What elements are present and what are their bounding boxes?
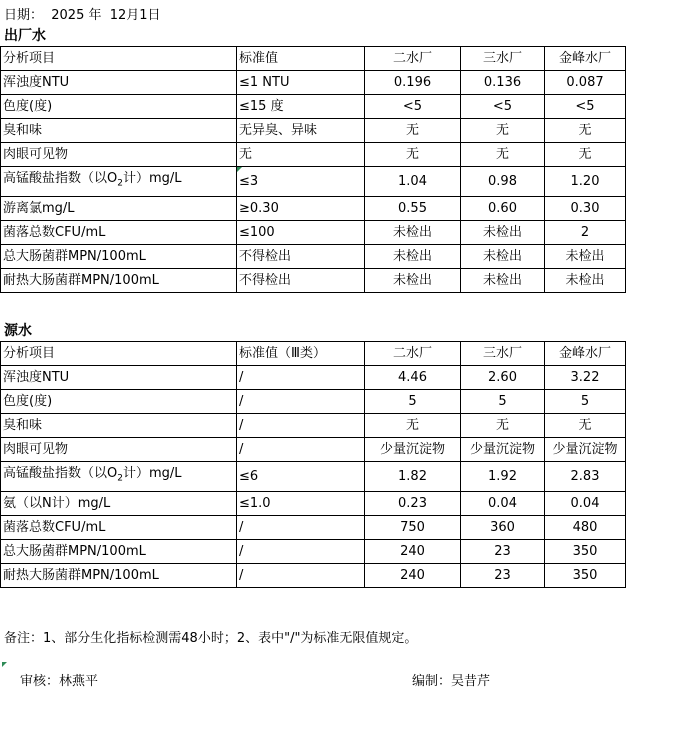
plant-value-cell: 240 bbox=[365, 563, 461, 587]
plant-value-cell: 360 bbox=[461, 515, 545, 539]
standard-value-cell: 不得检出 bbox=[237, 244, 365, 268]
source-water-title: 源水 bbox=[4, 323, 32, 339]
plant-value-cell: 750 bbox=[365, 515, 461, 539]
table-row bbox=[1, 71, 626, 95]
plant-value-cell: 少量沉淀物 bbox=[461, 438, 545, 462]
analysis-item-cell bbox=[1, 167, 237, 197]
table-row bbox=[1, 515, 626, 539]
analysis-item-cell: 游离氯mg/L bbox=[1, 196, 237, 220]
editor-signature: 编制：吴昔芹 bbox=[412, 674, 491, 689]
plant-value-cell: 4.46 bbox=[365, 366, 461, 390]
column-header: 三水厂 bbox=[461, 47, 545, 71]
plant-value-cell: <5 bbox=[365, 95, 461, 119]
plant-value-cell: 23 bbox=[461, 563, 545, 587]
analysis-item-cell: 耐热大肠菌群MPN/100mL bbox=[1, 268, 237, 292]
plant-value-cell: 无 bbox=[461, 143, 545, 167]
standard-value-cell: / bbox=[237, 390, 365, 414]
plant-value-cell: 0.30 bbox=[545, 196, 626, 220]
plant-value-cell: 未检出 bbox=[545, 268, 626, 292]
plant-value-cell: 0.136 bbox=[461, 71, 545, 95]
plant-value-cell: 5 bbox=[545, 390, 626, 414]
column-header: 分析项目 bbox=[1, 47, 237, 71]
table-row bbox=[1, 438, 626, 462]
plant-value-cell: 未检出 bbox=[461, 244, 545, 268]
analysis-item-cell: 浑浊度NTU bbox=[1, 71, 237, 95]
reviewer-signature: 审核：林燕平 bbox=[20, 674, 99, 689]
plant-value-cell: 无 bbox=[545, 414, 626, 438]
plant-value-cell: 未检出 bbox=[461, 220, 545, 244]
standard-value-cell: / bbox=[237, 563, 365, 587]
plant-value-cell: 1.20 bbox=[545, 167, 626, 197]
plant-value-cell: 2.83 bbox=[545, 462, 626, 492]
standard-value-cell: / bbox=[237, 515, 365, 539]
table-row bbox=[1, 462, 626, 492]
analysis-item-cell: 肉眼可见物 bbox=[1, 143, 237, 167]
cell-comment-marker bbox=[2, 662, 7, 667]
plant-value-cell: 无 bbox=[545, 143, 626, 167]
outlet-water-title: 出厂水 bbox=[4, 28, 46, 44]
plant-value-cell: 2.60 bbox=[461, 366, 545, 390]
table-row bbox=[1, 414, 626, 438]
table-row bbox=[1, 119, 626, 143]
outlet-water-table bbox=[0, 46, 626, 293]
plant-value-cell: 未检出 bbox=[461, 268, 545, 292]
plant-value-cell: 5 bbox=[365, 390, 461, 414]
analysis-item-cell: 菌落总数CFU/mL bbox=[1, 220, 237, 244]
plant-value-cell: 480 bbox=[545, 515, 626, 539]
plant-value-cell: 0.55 bbox=[365, 196, 461, 220]
standard-value-cell: / bbox=[237, 366, 365, 390]
standard-value-cell: / bbox=[237, 539, 365, 563]
plant-value-cell: 1.92 bbox=[461, 462, 545, 492]
analysis-item-cell: 色度(度) bbox=[1, 95, 237, 119]
item-subscript: 2 bbox=[117, 178, 123, 189]
table-row bbox=[1, 95, 626, 119]
analysis-item-cell: 臭和味 bbox=[1, 119, 237, 143]
plant-value-cell: 350 bbox=[545, 539, 626, 563]
plant-value-cell: 未检出 bbox=[365, 220, 461, 244]
plant-value-cell: 1.04 bbox=[365, 167, 461, 197]
plant-value-cell: 0.04 bbox=[461, 491, 545, 515]
plant-value-cell: 23 bbox=[461, 539, 545, 563]
plant-value-cell: <5 bbox=[461, 95, 545, 119]
table-header-row bbox=[1, 342, 626, 366]
standard-value-cell: ≤3 bbox=[237, 167, 365, 197]
plant-value-cell: 0.23 bbox=[365, 491, 461, 515]
analysis-item-cell: 浑浊度NTU bbox=[1, 366, 237, 390]
item-text-post: 计）mg/L bbox=[122, 171, 182, 186]
standard-value-cell: / bbox=[237, 414, 365, 438]
item-text-pre: 高锰酸盐指数（以O bbox=[3, 466, 118, 481]
plant-value-cell: 未检出 bbox=[365, 268, 461, 292]
analysis-item-cell: 总大肠菌群MPN/100mL bbox=[1, 244, 237, 268]
table-row bbox=[1, 244, 626, 268]
item-text-post: 计）mg/L bbox=[122, 466, 182, 481]
analysis-item-cell: 耐热大肠菌群MPN/100mL bbox=[1, 563, 237, 587]
cell-comment-marker bbox=[237, 167, 242, 172]
table-row bbox=[1, 196, 626, 220]
table-row bbox=[1, 563, 626, 587]
standard-value-cell: ≤15 度 bbox=[237, 95, 365, 119]
analysis-item-cell: 臭和味 bbox=[1, 414, 237, 438]
plant-value-cell: 无 bbox=[461, 414, 545, 438]
column-header: 二水厂 bbox=[365, 47, 461, 71]
plant-value-cell: 0.60 bbox=[461, 196, 545, 220]
column-header: 三水厂 bbox=[461, 342, 545, 366]
plant-value-cell: 0.196 bbox=[365, 71, 461, 95]
plant-value-cell: 未检出 bbox=[365, 244, 461, 268]
plant-value-cell: 0.98 bbox=[461, 167, 545, 197]
plant-value-cell: 少量沉淀物 bbox=[365, 438, 461, 462]
plant-value-cell: 0.087 bbox=[545, 71, 626, 95]
column-header: 标准值 bbox=[237, 47, 365, 71]
table-header-row bbox=[1, 47, 626, 71]
standard-value-cell: ≤1.0 bbox=[237, 491, 365, 515]
analysis-item-cell bbox=[1, 462, 237, 492]
column-header: 金峰水厂 bbox=[545, 47, 626, 71]
plant-value-cell: 1.82 bbox=[365, 462, 461, 492]
standard-value-cell: 不得检出 bbox=[237, 268, 365, 292]
plant-value-cell: 5 bbox=[461, 390, 545, 414]
plant-value-cell: 无 bbox=[461, 119, 545, 143]
table-row bbox=[1, 167, 626, 197]
plant-value-cell: 240 bbox=[365, 539, 461, 563]
column-header: 分析项目 bbox=[1, 342, 237, 366]
analysis-item-cell: 菌落总数CFU/mL bbox=[1, 515, 237, 539]
standard-value-cell: ≥0.30 bbox=[237, 196, 365, 220]
table-row bbox=[1, 390, 626, 414]
plant-value-cell: 少量沉淀物 bbox=[545, 438, 626, 462]
plant-value-cell: 无 bbox=[365, 414, 461, 438]
item-text-pre: 高锰酸盐指数（以O bbox=[3, 171, 118, 186]
plant-value-cell: 无 bbox=[365, 119, 461, 143]
column-header: 二水厂 bbox=[365, 342, 461, 366]
plant-value-cell: 2 bbox=[545, 220, 626, 244]
analysis-item-cell: 氨（以N计）mg/L bbox=[1, 491, 237, 515]
item-subscript: 2 bbox=[117, 473, 123, 484]
analysis-item-cell: 肉眼可见物 bbox=[1, 438, 237, 462]
table-row bbox=[1, 539, 626, 563]
analysis-item-cell: 色度(度) bbox=[1, 390, 237, 414]
analysis-item-cell: 总大肠菌群MPN/100mL bbox=[1, 539, 237, 563]
table-row bbox=[1, 220, 626, 244]
table-row bbox=[1, 366, 626, 390]
plant-value-cell: 无 bbox=[365, 143, 461, 167]
column-header: 金峰水厂 bbox=[545, 342, 626, 366]
plant-value-cell: 无 bbox=[545, 119, 626, 143]
source-water-table bbox=[0, 341, 626, 588]
standard-value-cell: ≤6 bbox=[237, 462, 365, 492]
table-row bbox=[1, 491, 626, 515]
plant-value-cell: 3.22 bbox=[545, 366, 626, 390]
standard-value-cell: 无 bbox=[237, 143, 365, 167]
report-date: 日期： 2025 年 12月1日 bbox=[4, 8, 161, 23]
remarks-note: 备注：1、部分生化指标检测需48小时；2、表中"/"为标准无限值规定。 bbox=[4, 631, 418, 646]
standard-value-cell: ≤100 bbox=[237, 220, 365, 244]
plant-value-cell: 0.04 bbox=[545, 491, 626, 515]
table-row bbox=[1, 143, 626, 167]
standard-value-cell: 无异臭、异味 bbox=[237, 119, 365, 143]
column-header: 标准值（Ⅲ类） bbox=[237, 342, 365, 366]
plant-value-cell: 未检出 bbox=[545, 244, 626, 268]
standard-value-cell: ≤1 NTU bbox=[237, 71, 365, 95]
plant-value-cell: 350 bbox=[545, 563, 626, 587]
table-row bbox=[1, 268, 626, 292]
standard-value-cell: / bbox=[237, 438, 365, 462]
plant-value-cell: <5 bbox=[545, 95, 626, 119]
